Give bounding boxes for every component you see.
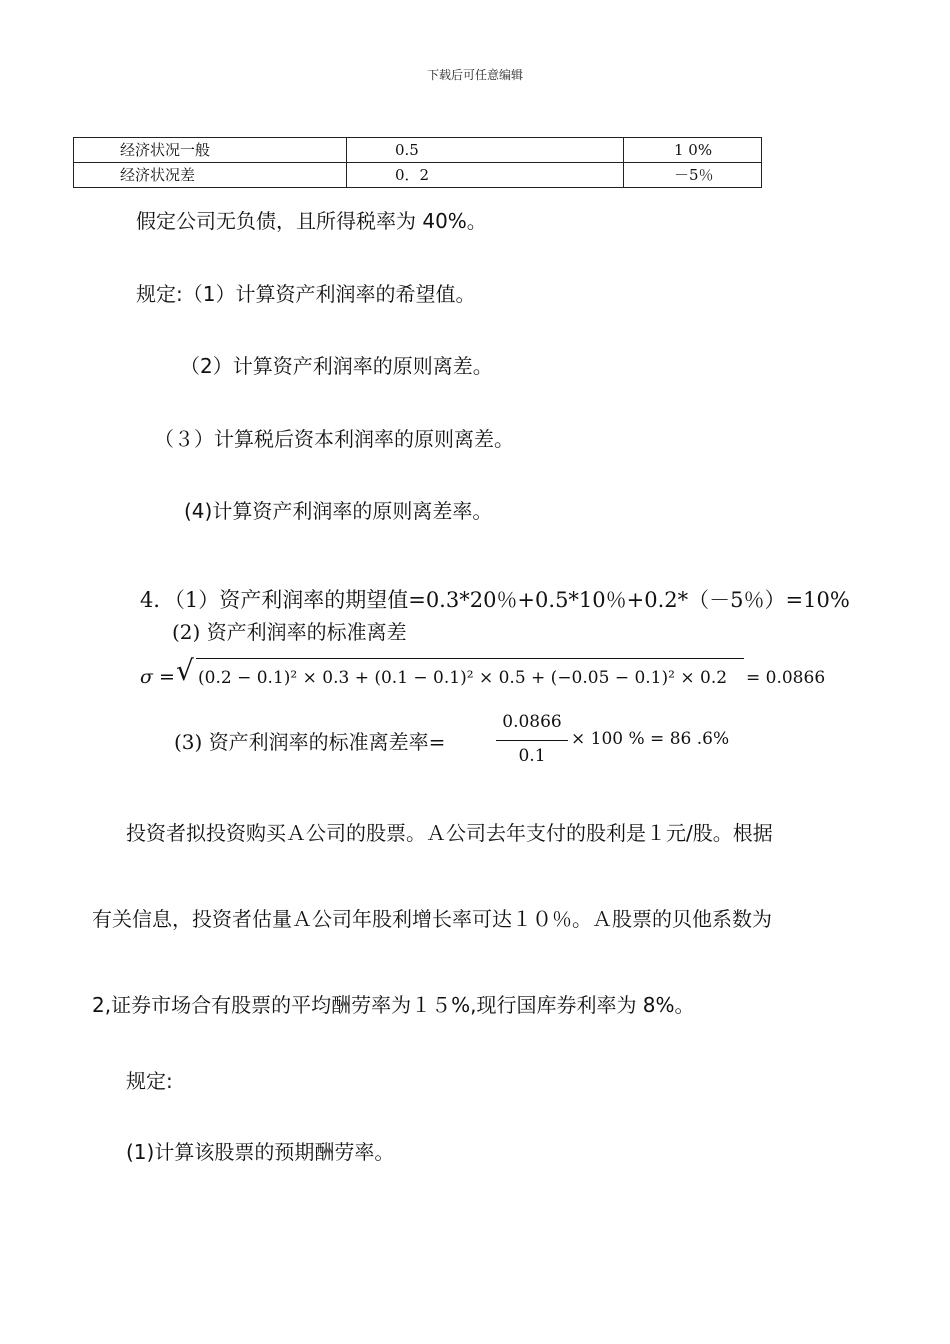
problem-line-2: 有关信息，投资者估量Ａ公司年股利增长率可达１０％。Ａ股票的贝他系数为 — [92, 907, 772, 931]
sigma-symbol: σ = — [140, 666, 175, 688]
sqrt-icon: √ — [176, 654, 194, 687]
requirement-3: （３）计算税后资本利润率的原则离差。 — [154, 427, 514, 451]
answer-line-3: (3) 资产利润率的标准离差率= — [174, 730, 446, 754]
table-row — [74, 163, 762, 188]
problem-line-1: 投资者拟投资购买Ａ公司的股票。Ａ公司去年支付的股利是１元/股。根据 — [126, 821, 773, 845]
sqrt-vinculum — [196, 658, 744, 659]
table-cell-rate: －5％ — [624, 163, 762, 188]
problem-line-3: 2,证券市场合有股票的平均酬劳率为１５%,现行国库券利率为 8%。 — [92, 993, 695, 1017]
fraction-denominator: 0.1 — [518, 746, 546, 766]
assumption-text: 假定公司无负债，且所得税率为 40%。 — [136, 209, 487, 233]
page-header: 下载后可任意编辑 — [426, 68, 523, 82]
problem-requirement-1: (1)计算该股票的预期酬劳率。 — [126, 1140, 395, 1164]
economic-state-table — [73, 137, 762, 188]
table-cell-state: 经济状况差 — [74, 163, 347, 188]
answer-line-1: 4．（1）资产利润率的期望值=0.3*20％+0.5*10％+0.2*（－5％）=10% — [140, 588, 850, 612]
fraction-bar — [496, 740, 568, 741]
table-cell-rate: 1 0% — [624, 138, 762, 163]
fraction-numerator: 0.0866 — [502, 712, 562, 732]
variance-result: = 0.0866 — [746, 668, 826, 688]
table-row — [74, 138, 762, 163]
requirement-2: （2）计算资产利润率的原则离差。 — [180, 354, 493, 378]
requirement-4: (4)计算资产利润率的原则离差率。 — [184, 499, 493, 523]
requirement-1: 规定:（1）计算资产利润率的希望值。 — [136, 282, 476, 306]
answer-line-3-tail: × 100 % = 86 .6% — [571, 729, 730, 749]
table-cell-state: 经济状况一般 — [74, 138, 347, 163]
variance-formula: (0.2 − 0.1)² × 0.3 + (0.1 − 0.1)² × 0.5 + (−0.05 − 0.1)² × 0.2 — [198, 668, 728, 688]
problem-requirement-label: 规定: — [126, 1069, 173, 1093]
answer-line-2: (2) 资产利润率的标准离差 — [172, 620, 407, 644]
table-cell-probability: 0.5 — [347, 138, 624, 163]
table-cell-probability: 0．2 — [347, 163, 624, 188]
